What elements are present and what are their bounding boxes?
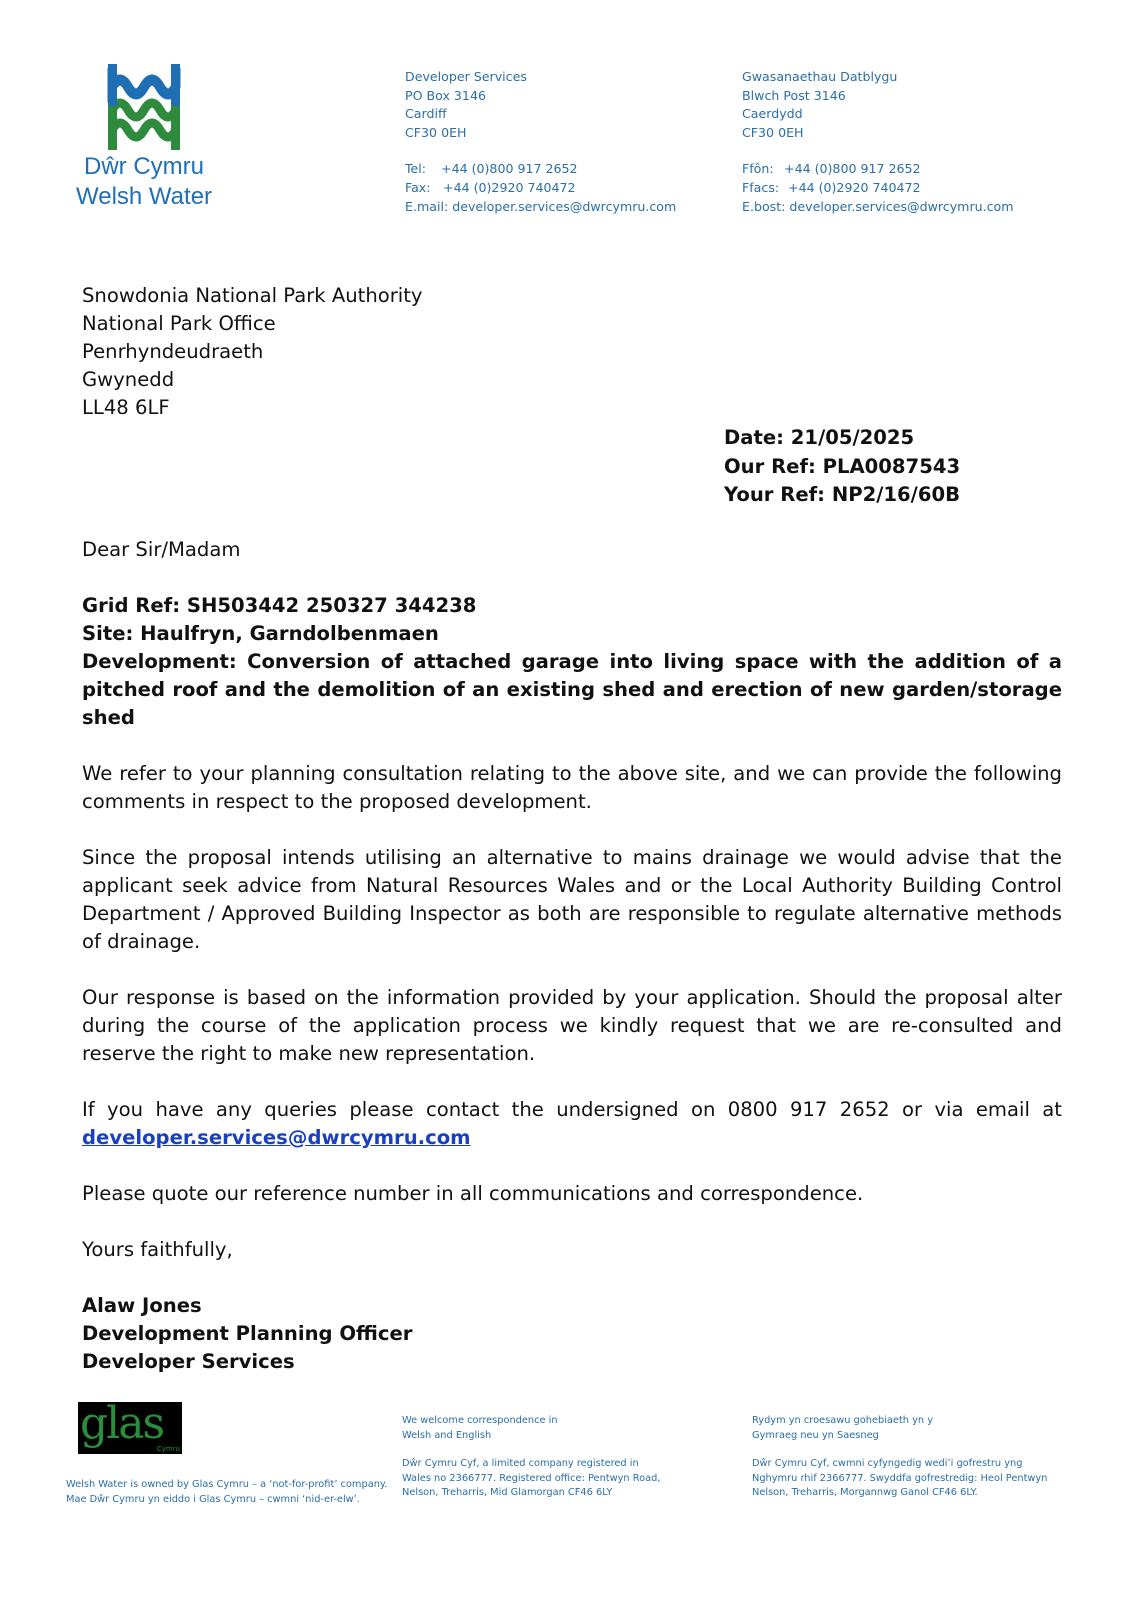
signatory-department: Developer Services [82,1350,295,1373]
fax-value-cy: +44 (0)2920 740472 [788,179,921,195]
email-label: E.mail: [405,198,449,214]
recipient-line: Snowdonia National Park Authority [82,284,423,307]
header-address-english [405,68,676,216]
footer-registration-line: Nelson, Treharris, Mid Glamorgan CF46 6LY [402,1487,613,1498]
footer-registration-line-cy: Nelson, Treharris, Morgannwg Ganol CF46 6LY. [752,1487,978,1498]
footer-welcome-line: We welcome correspondence in [402,1415,558,1426]
header-dept-cy: Gwasanaethau Datblygu [742,69,898,84]
signatory-name: Alaw Jones [82,1294,202,1317]
footer-welcome-line-cy: Gymraeg neu yn Saesneg [752,1429,879,1441]
signatory-title: Development Planning Officer [82,1322,413,1345]
wave-logo-icon [106,64,182,152]
footer-registration-line: Wales no 2366777. Registered office: Pentwyn Road, [402,1472,661,1484]
footer-registration-line: Dŵr Cymru Cyf, a limited company registered in [402,1458,639,1469]
glas-sub: Cymru [156,1445,180,1453]
header-fax-cy [742,179,1014,198]
footer-welsh-column [752,1414,1047,1501]
fax-label-cy: Ffacs: [742,179,780,195]
header-pobox: PO Box 3146 [405,87,486,103]
header-tel-cy [742,160,1014,179]
welsh-water-logo [76,64,226,212]
footer-welcome-line-cy: Rydym yn croesawu gohebiaeth yn y [752,1415,934,1426]
letter-date: Date: 21/05/2025 [724,426,915,449]
logo-line-welsh: Dŵr Cymru [84,153,204,180]
paragraph-queries [82,1096,1062,1152]
fax-label: Fax: [405,179,431,195]
recipient-line: Gwynedd [82,368,175,391]
footer-registration-line-cy: Dŵr Cymru Cyf, cwmni cyfyngedig wedi’i gofrestru yng [752,1458,1023,1469]
salutation: Dear Sir/Madam [82,538,241,561]
email-label-cy: E.bost: [742,198,786,214]
header-email-cy [742,198,1014,217]
logo-line-english: Welsh Water [76,183,213,210]
footer-registration-line-cy: Nghymru rhif 2366777. Swyddfa gofrestredig: Heol Pentwyn [752,1472,1048,1484]
letter-body [82,536,1062,1376]
your-reference: Your Ref: NP2/16/60B [724,483,961,506]
paragraph-drainage: Since the proposal intends utilising an alternative to mains drainage we would advise that the applicant seek advice from Natural Resources Wales and or the Local Authority Building Control Department / Approved Building Inspector as both are responsible to regulate alternative methods of drainage. [82,846,1062,953]
contact-email-link[interactable]: developer.services@dwrcymru.com [82,1126,471,1149]
site-line: Site: Haulfryn, Garndolbenmaen [82,622,439,645]
tel-value-cy: +44 (0)800 917 2652 [784,161,921,177]
fax-value: +44 (0)2920 740472 [443,179,576,195]
footer-ownership [66,1478,387,1507]
footer-english-column [402,1414,660,1501]
header-postcode-cy: CF30 0EH [742,124,804,140]
recipient-line: Penrhyndeudraeth [82,340,264,363]
tel-label-cy: Ffôn: [742,161,774,177]
letter-references [724,424,960,510]
header-pobox-cy: Blwch Post 3146 [742,87,846,103]
header-email [405,198,676,217]
header-address-welsh [742,68,1014,216]
recipient-line: LL48 6LF [82,396,170,419]
glas-wordmark: glas [80,1402,164,1449]
tel-label: Tel: [405,161,427,177]
recipient-address [82,282,423,422]
header-city-cy: Caerdydd [742,106,803,122]
closing: Yours faithfully, [82,1238,233,1261]
header-tel [405,160,676,179]
logo-wordmark [76,152,226,212]
header-city: Cardiff [405,106,447,122]
footer-welcome-line: Welsh and English [402,1429,492,1441]
recipient-line: National Park Office [82,312,276,335]
ownership-english: Welsh Water is owned by Glas Cymru – a ‘not-for-profit’ company. [66,1479,388,1490]
glas-cymru-logo [78,1402,182,1454]
paragraph-response: Our response is based on the information provided by your application. Should the proposal alter during the course of the application process we kindly request that we are re-consulted and reserve the right to make new representation. [82,986,1062,1065]
ownership-welsh: Mae Dŵr Cymru yn eiddo i Glas Cymru – cwmni ‘nid-er-elw’. [66,1493,360,1505]
paragraph-quote-reference: Please quote our reference number in all communications and correspondence. [82,1182,864,1205]
queries-text: If you have any queries please contact the undersigned on 0800 917 2652 or via email at [82,1098,1062,1121]
our-reference: Our Ref: PLA0087543 [724,454,961,478]
header-dept: Developer Services [405,69,527,84]
header-fax [405,179,676,198]
tel-value: +44 (0)800 917 2652 [441,161,578,177]
email-value[interactable]: developer.services@dwrcymru.com [452,198,677,214]
development-line: Development: Conversion of attached garage into living space with the addition of a pitched roof and the demolition of an existing shed and erection of new garden/storage shed [82,650,1062,729]
email-value-cy[interactable]: developer.services@dwrcymru.com [789,198,1014,214]
grid-reference: Grid Ref: SH503442 250327 344238 [82,594,477,617]
paragraph-consultation: We refer to your planning consultation relating to the above site, and we can provide the following comments in respect to the proposed development. [82,762,1062,813]
header-postcode: CF30 0EH [405,124,467,140]
